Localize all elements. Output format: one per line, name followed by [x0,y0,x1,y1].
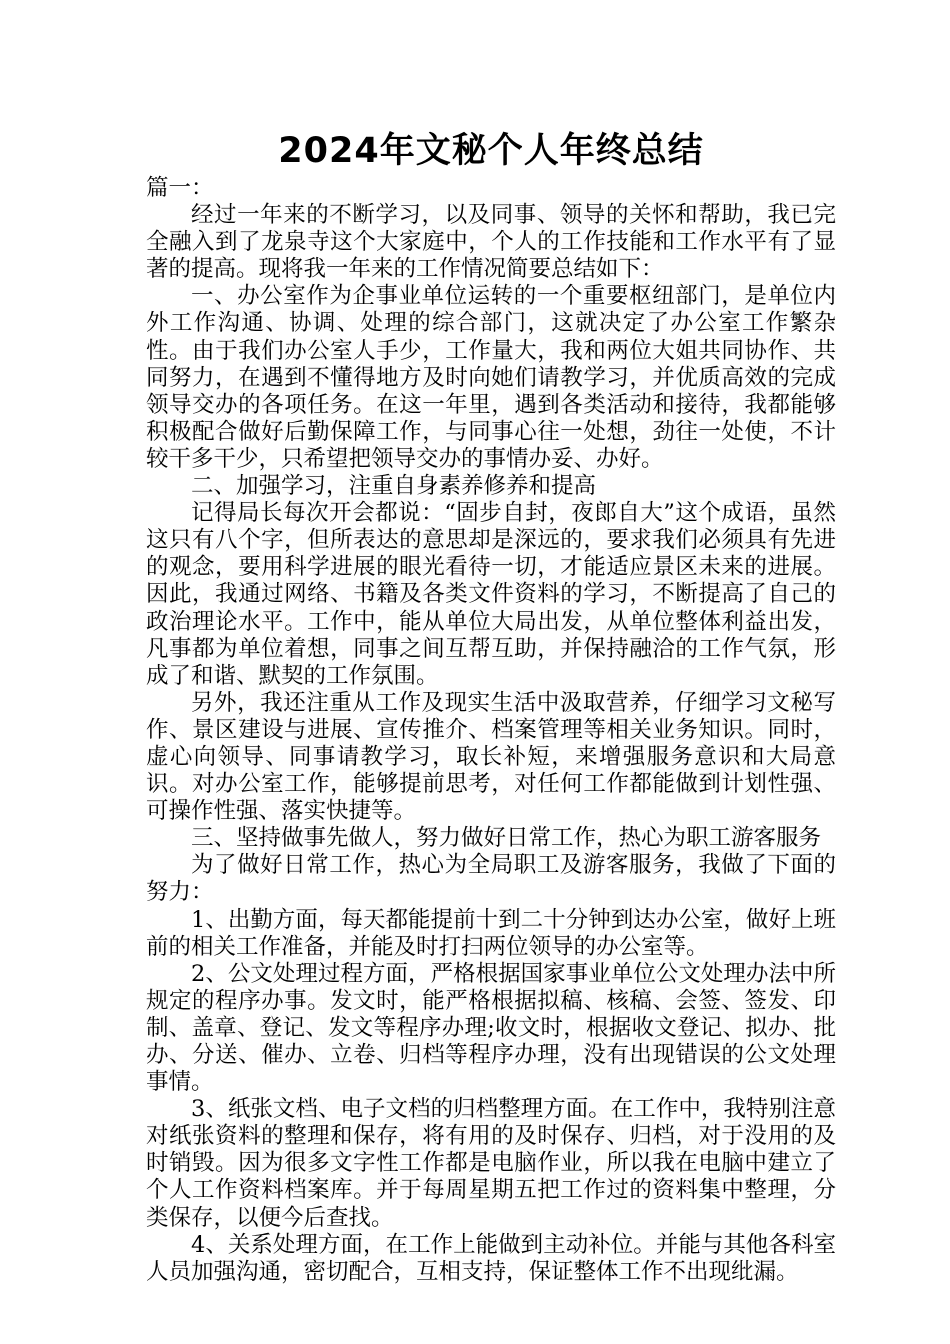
section-label: 篇一： [146,175,214,201]
paragraph-office-role: 一、办公室作为企事业单位运转的一个重要枢纽部门，是单位内外工作沟通、协调、处理的综合部门，这就决定了办公室工作繁杂性。由于我们办公室人手少，工作量大，我和两位大姐共同协作、共同努力，在遇到不懂得地方及时向她们请教学习，并优质高效的完成领导交办的各项任务。在这一年里，遇到各类活动和接待，我都能够积极配合做好后勤保障工作，与同事心往一处想，劲往一处使，不计较干多干少，只希望把领导交办的事情办妥、办好。 [146,283,836,472]
heading-study: 二、加强学习，注重自身素养修养和提高 [191,473,597,500]
list-item-document-processing: 2、公文处理过程方面，严格根据国家事业单位公文处理办法中所规定的程序办事。发文时，能严格根据拟稿、核稿、会签、签发、印制、盖章、登记、发文等程序办理;收文时，根据收文登记、拟办、批办、分送、催办、立卷、归档等程序办理，没有出现错误的公文处理事情。 [146,960,836,1096]
document-body [146,175,836,1286]
paragraph-additional-learning: 另外，我还注重从工作及现实生活中汲取营养，仔细学习文秘写作、景区建设与进展、宣传推介、档案管理等相关业务知识。同时，虚心向领导、同事请教学习，取长补短，来增强服务意识和大局意识。对办公室工作，能够提前思考，对任何工作都能做到计划性强、可操作性强、落实快捷等。 [146,689,836,825]
paragraph-intro: 经过一年来的不断学习，以及同事、领导的关怀和帮助，我已完全融入到了龙泉寺这个大家庭中，个人的工作技能和工作水平有了显著的提高。现将我一年来的工作情况简要总结如下： [146,202,836,283]
paragraph-efforts-intro: 为了做好日常工作，热心为全局职工及游客服务，我做了下面的努力： [146,852,836,906]
heading-daily-work: 三、坚持做事先做人，努力做好日常工作，热心为职工游客服务 [191,825,822,852]
paragraph-study: 记得局长每次开会都说：“固步自封，夜郎自大”这个成语，虽然这只有八个字，但所表达的意思却是深远的，要求我们必须具有先进的观念，要用科学进展的眼光看待一切，才能适应景区未来的进展。因此，我通过网络、书籍及各类文件资料的学习，不断提高了自己的政治理论水平。工作中，能从单位大局出发，从单位整体利益出发，凡事都为单位着想，同事之间互帮互助，并保持融洽的工作气氛，形成了和谐、默契的工作氛围。 [146,500,836,689]
list-item-relations: 4、关系处理方面，在工作上能做到主动补位。并能与其他各科室人员加强沟通，密切配合，互相支持，保证整体工作不出现纰漏。 [146,1231,836,1285]
list-item-attendance: 1、出勤方面，每天都能提前十到二十分钟到达办公室，做好上班前的相关工作准备，并能及时打扫两位领导的办公室等。 [146,906,836,960]
document-title: 2024年文秘个人年终总结 [278,131,704,171]
list-item-archiving: 3、纸张文档、电子文档的归档整理方面。在工作中，我特别注意对纸张资料的整理和保存，将有用的及时保存、归档，对于没用的及时销毁。因为很多文字性工作都是电脑作业，所以我在电脑中建立了个人工作资料档案库。并于每周星期五把工作过的资料集中整理，分类保存，以便今后查找。 [146,1096,836,1231]
document-page [146,128,836,1286]
